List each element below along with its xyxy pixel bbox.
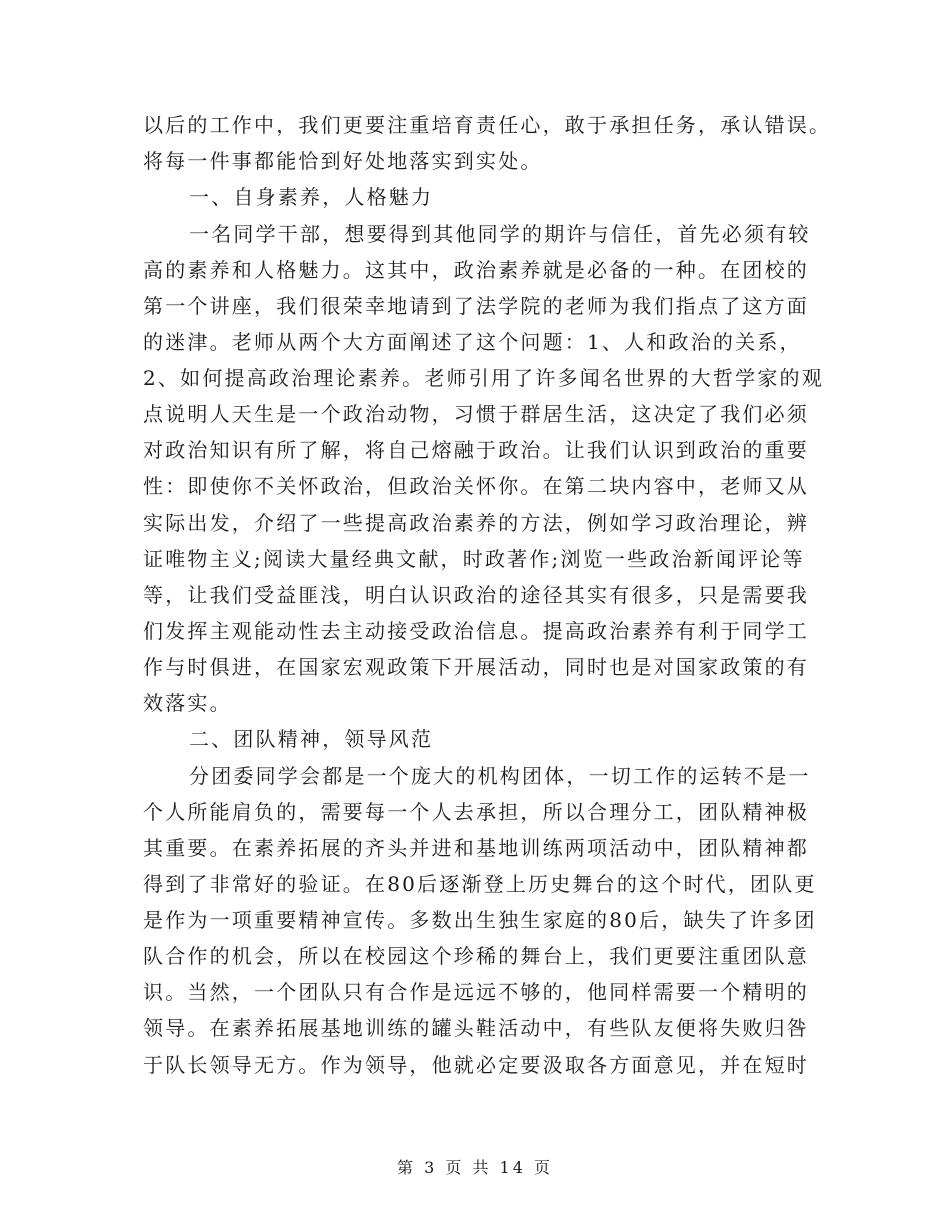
paragraph-line: 们发挥主观能动性去主动接受政治信息。提高政治素养有利于同学工 (143, 619, 809, 643)
paragraph-line: 等，让我们受益匪浅，明白认识政治的途径其实有很多，只是需要我 (143, 583, 809, 607)
paragraph-line: 识。当然，一个团队只有合作是远远不够的，他同样需要一个精明的 (143, 980, 809, 1004)
paragraph-line: 性：即使你不关怀政治，但政治关怀你。在第二块内容中，老师又从 (143, 474, 809, 498)
paragraph-line: 证唯物主义;阅读大量经典文献，时政著作;浏览一些政治新闻评论等 (143, 547, 805, 571)
paragraph-line: 的迷津。老师从两个大方面阐述了这个问题：1、人和政治的关系， (143, 330, 802, 354)
paragraph-line: 第一个讲座，我们很荣幸地请到了法学院的老师为我们指点了这方面 (143, 294, 809, 318)
paragraph-line: 分团委同学会都是一个庞大的机构团体，一切工作的运转不是一 (189, 764, 811, 788)
paragraph-line: 高的素养和人格魅力。这其中，政治素养就是必备的一种。在团校的 (143, 258, 809, 282)
paragraph-line: 其重要。在素养拓展的齐头并进和基地训练两项活动中，团队精神都 (143, 836, 809, 860)
paragraph-line: 一名同学干部，想要得到其他同学的期许与信任，首先必须有较 (189, 222, 811, 246)
paragraph-line: 以后的工作中，我们更要注重培育责任心，敢于承担任务，承认错误。 (143, 113, 832, 137)
page-number-footer: 第 3 页 共 14 页 (397, 1158, 553, 1177)
paragraph-line: 实际出发，介绍了一些提高政治素养的方法，例如学习政治理论，辨 (143, 511, 809, 535)
paragraph-line: 是作为一项重要精神宣传。多数出生独生家庭的80后，缺失了许多团 (143, 908, 817, 932)
paragraph-line: 得到了非常好的验证。在80后逐渐登上历史舞台的这个时代，团队更 (143, 872, 817, 896)
paragraph-line: 个人所能肩负的，需要每一个人去承担，所以合理分工，团队精神极 (143, 800, 809, 824)
paragraph-line: 点说明人天生是一个政治动物，习惯于群居生活，这决定了我们必须 (143, 402, 809, 426)
paragraph-line: 领导。在素养拓展基地训练的罐头鞋活动中，有些队友便将失败归咎 (143, 1016, 809, 1040)
section-heading: 二、团队精神，领导风范 (189, 727, 434, 751)
paragraph-line: 效落实。 (143, 691, 232, 715)
paragraph-line: 于队长领导无方。作为领导，他就必定要汲取各方面意见，并在短时 (143, 1053, 809, 1077)
paragraph-line: 作与时俱进，在国家宏观政策下开展活动，同时也是对国家政策的有 (143, 655, 809, 679)
paragraph-line: 队合作的机会，所以在校园这个珍稀的舞台上，我们更要注重团队意 (143, 944, 809, 968)
paragraph-line: 2、如何提高政治理论素养。老师引用了许多闻名世界的大哲学家的观 (143, 366, 824, 390)
section-heading: 一、自身素养，人格魅力 (189, 185, 434, 209)
paragraph-line: 对政治知识有所了解，将自己熔融于政治。让我们认识到政治的重要 (143, 438, 809, 462)
paragraph-line: 将每一件事都能恰到好处地落实到实处。 (143, 149, 543, 173)
